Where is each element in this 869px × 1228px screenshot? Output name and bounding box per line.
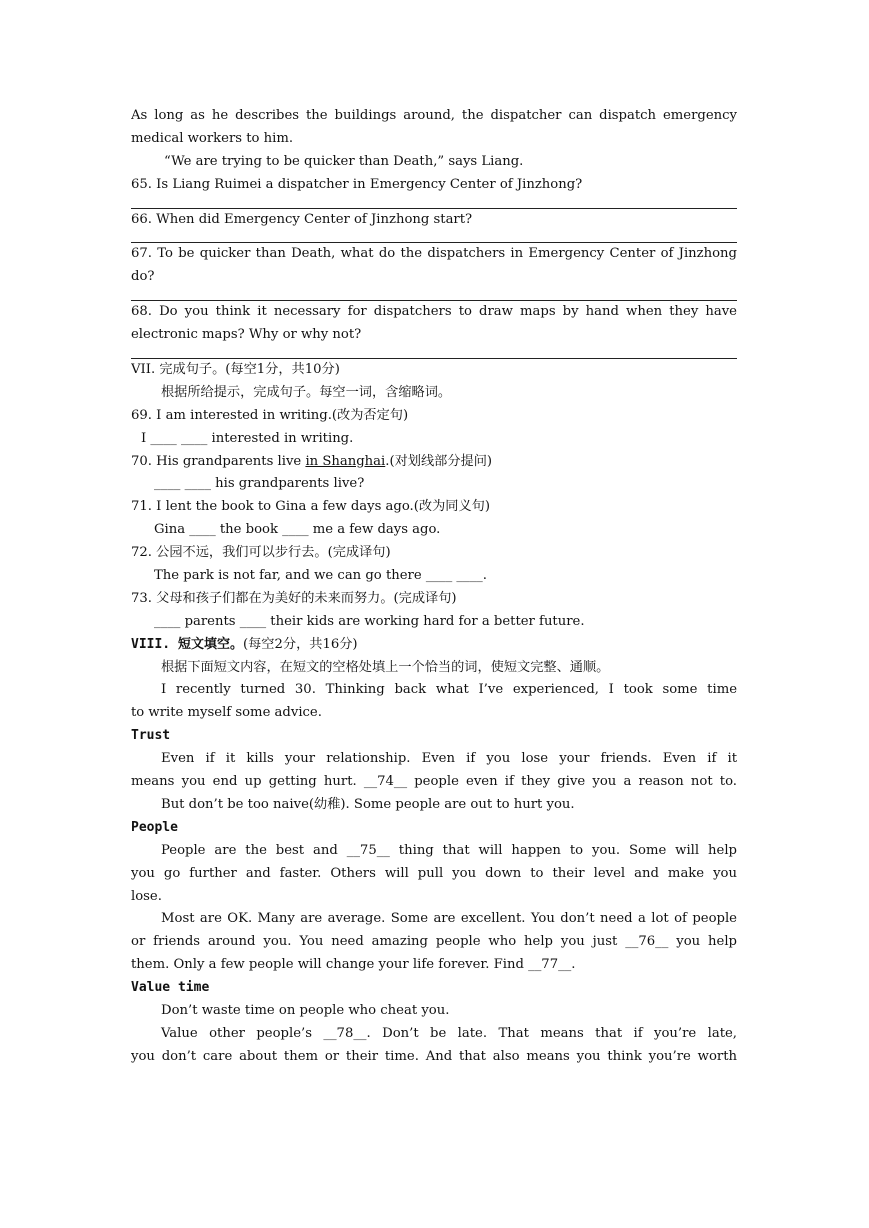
question-72: 72. 公园不远，我们可以步行去。(完成译句) [131, 545, 391, 561]
question-69: 69. I am interested in writing.(改为否定句) [131, 407, 409, 423]
passage-line: Don’t waste time on people who cheat you. [161, 1002, 450, 1018]
question-69-answer: I ____ ____ interested in writing. [141, 430, 354, 446]
question-67: 67. To be quicker than Death, what do the dispatchers in Emergency Center of Jinzhong [131, 246, 737, 262]
section-7-title: VII. 完成句子。(每空1分，共10分) [131, 362, 340, 378]
section-8-score: (每空2分，共16分) [242, 636, 358, 652]
passage-line: you go further and faster. Others will pull you down to their level and make you [131, 865, 737, 881]
passage-line: Value other people’s __78__. Don’t be late. That means that if you’re late, [161, 1025, 737, 1041]
question-67-cont: do? [131, 269, 155, 285]
passage-line: But don’t be too naive(幼稚). Some people are out to hurt you. [161, 796, 575, 812]
answer-line-65[interactable] [131, 197, 737, 209]
document-page [131, 105, 737, 1069]
passage-line: I recently turned 30. Thinking back what I’ve experienced, I took some time [161, 682, 737, 698]
passage-line: you don’t care about them or their time. And that also means you think you’re worth [131, 1048, 737, 1064]
question-72-answer: The park is not far, and we can go there ____ ____. [154, 568, 487, 584]
passage-line: medical workers to him. [131, 130, 294, 146]
question-73: 73. 父母和孩子们都在为美好的未来而努力。(完成译句) [131, 590, 457, 606]
passage-quote: “We are trying to be quicker than Death,” says Liang. [164, 153, 524, 169]
subheading-people: People [131, 819, 178, 835]
subheading-value-time: Value time [131, 980, 210, 996]
section-8-instructions: 根据下面短文内容，在短文的空格处填上一个恰当的词，使短文完整、通顺。 [161, 659, 610, 675]
question-71-answer: Gina ____ the book ____ me a few days ago. [154, 522, 441, 538]
section-7-instructions: 根据所给提示，完成句子。每空一词，含缩略词。 [161, 384, 452, 400]
passage-line: People are the best and __75__ thing that will happen to you. Some will help [161, 842, 737, 858]
question-70-answer: ____ ____ his grandparents live? [154, 476, 365, 492]
subheading-trust: Trust [131, 728, 171, 744]
question-71: 71. I lent the book to Gina a few days ago.(改为同义句) [131, 499, 490, 515]
passage-line: to write myself some advice. [131, 705, 322, 721]
question-68-cont: electronic maps? Why or why not? [131, 327, 362, 343]
passage-line: or friends around you. You need amazing people who help you just __76__ you help [131, 934, 737, 950]
passage-line: As long as he describes the buildings around, the dispatcher can dispatch emergency [131, 108, 737, 123]
answer-line-67[interactable] [131, 289, 737, 301]
section-8-title: VIII. 短文填空。 [131, 636, 243, 652]
passage-line: means you end up getting hurt. __74__ people even if they give you a reason not to. [131, 774, 737, 790]
question-73-answer: ____ parents ____ their kids are working hard for a better future. [154, 613, 585, 629]
question-70-hint: .(对划线部分提问) [385, 453, 493, 469]
answer-line-66[interactable] [131, 231, 737, 243]
question-65: 65. Is Liang Ruimei a dispatcher in Emergency Center of Jinzhong? [131, 176, 583, 192]
answer-line-68[interactable] [131, 347, 737, 359]
passage-line: Even if it kills your relationship. Even if you lose your friends. Even if it [161, 751, 737, 767]
section-8-heading [131, 634, 737, 657]
question-70 [131, 451, 737, 474]
underlined-phrase: in Shanghai [305, 453, 386, 469]
question-70-text: 70. His grandparents live [131, 453, 306, 469]
passage-line: Most are OK. Many are average. Some are excellent. You don’t need a lot of people [161, 911, 737, 927]
passage-line: lose. [131, 888, 162, 904]
passage-line: them. Only a few people will change your life forever. Find __77__. [131, 957, 576, 973]
question-66: 66. When did Emergency Center of Jinzhong start? [131, 211, 473, 227]
question-68: 68. Do you think it necessary for dispatchers to draw maps by hand when they have [131, 304, 737, 320]
